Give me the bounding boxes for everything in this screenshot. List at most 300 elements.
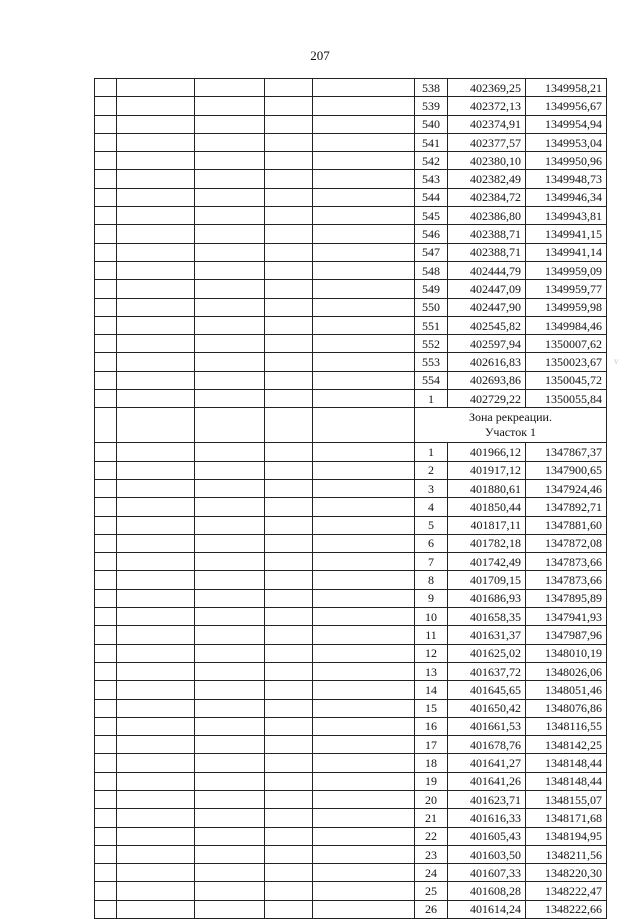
empty-cell (265, 553, 313, 571)
empty-cell (313, 479, 415, 497)
empty-cell (117, 534, 195, 552)
empty-cell (313, 133, 415, 151)
y-coordinate-cell: 1348171,68 (526, 809, 607, 827)
empty-cell (195, 534, 265, 552)
y-coordinate-cell: 1350045,72 (526, 371, 607, 389)
empty-cell (195, 479, 265, 497)
x-coordinate-cell: 401782,18 (448, 534, 526, 552)
point-number-cell: 6 (415, 534, 448, 552)
empty-cell (313, 188, 415, 206)
point-number-cell: 7 (415, 553, 448, 571)
y-coordinate-cell: 1348026,06 (526, 662, 607, 680)
y-coordinate-cell: 1348116,55 (526, 717, 607, 735)
x-coordinate-cell: 401641,26 (448, 772, 526, 790)
table-row (95, 754, 607, 772)
empty-cell (195, 390, 265, 408)
empty-cell (195, 280, 265, 298)
x-coordinate-cell: 401631,37 (448, 626, 526, 644)
empty-cell (195, 133, 265, 151)
empty-cell (117, 589, 195, 607)
x-coordinate-cell: 402447,90 (448, 298, 526, 316)
empty-cell (313, 353, 415, 371)
empty-cell (195, 115, 265, 133)
table-row (95, 553, 607, 571)
empty-cell (117, 754, 195, 772)
point-number-cell: 11 (415, 626, 448, 644)
empty-cell (195, 699, 265, 717)
empty-cell (195, 371, 265, 389)
empty-cell (117, 170, 195, 188)
x-coordinate-cell: 401917,12 (448, 461, 526, 479)
table-row (95, 207, 607, 225)
empty-cell (195, 79, 265, 97)
empty-cell (95, 681, 117, 699)
empty-cell (313, 225, 415, 243)
empty-cell (195, 644, 265, 662)
empty-cell (195, 608, 265, 626)
x-coordinate-cell: 402377,57 (448, 133, 526, 151)
coordinates-table (94, 78, 607, 919)
y-coordinate-cell: 1347987,96 (526, 626, 607, 644)
empty-cell (117, 298, 195, 316)
empty-cell (265, 225, 313, 243)
empty-cell (313, 243, 415, 261)
empty-cell (265, 790, 313, 808)
empty-cell (313, 809, 415, 827)
point-number-cell: 543 (415, 170, 448, 188)
empty-cell (195, 571, 265, 589)
table-row (95, 298, 607, 316)
point-number-cell: 544 (415, 188, 448, 206)
empty-cell (95, 479, 117, 497)
y-coordinate-cell: 1347881,60 (526, 516, 607, 534)
table-row (95, 626, 607, 644)
empty-cell (95, 170, 117, 188)
empty-cell (95, 662, 117, 680)
empty-cell (195, 461, 265, 479)
empty-cell (117, 316, 195, 334)
empty-cell (313, 498, 415, 516)
table-row (95, 534, 607, 552)
empty-cell (95, 461, 117, 479)
empty-cell (117, 188, 195, 206)
x-coordinate-cell: 401623,71 (448, 790, 526, 808)
y-coordinate-cell: 1347941,93 (526, 608, 607, 626)
y-coordinate-cell: 1348222,47 (526, 882, 607, 900)
empty-cell (117, 225, 195, 243)
x-coordinate-cell: 402372,13 (448, 97, 526, 115)
empty-cell (95, 207, 117, 225)
empty-cell (265, 699, 313, 717)
empty-cell (117, 699, 195, 717)
x-coordinate-cell: 402386,80 (448, 207, 526, 225)
empty-cell (117, 479, 195, 497)
point-number-cell: 5 (415, 516, 448, 534)
empty-cell (195, 790, 265, 808)
section-subtitle: Участок 1 (484, 425, 537, 440)
y-coordinate-cell: 1349941,14 (526, 243, 607, 261)
x-coordinate-cell: 402388,71 (448, 243, 526, 261)
x-coordinate-cell: 401709,15 (448, 571, 526, 589)
empty-cell (313, 790, 415, 808)
point-number-cell: 10 (415, 608, 448, 626)
empty-cell (265, 882, 313, 900)
empty-cell (95, 408, 117, 443)
point-number-cell: 549 (415, 280, 448, 298)
empty-cell (265, 845, 313, 863)
empty-cell (265, 772, 313, 790)
empty-cell (265, 353, 313, 371)
empty-cell (313, 280, 415, 298)
point-number-cell: 8 (415, 571, 448, 589)
empty-cell (95, 225, 117, 243)
empty-cell (117, 845, 195, 863)
empty-cell (195, 736, 265, 754)
empty-cell (265, 188, 313, 206)
x-coordinate-cell: 402382,49 (448, 170, 526, 188)
empty-cell (313, 316, 415, 334)
empty-cell (117, 152, 195, 170)
y-coordinate-cell: 1349984,46 (526, 316, 607, 334)
x-coordinate-cell: 401850,44 (448, 498, 526, 516)
point-number-cell: 547 (415, 243, 448, 261)
empty-cell (265, 443, 313, 461)
point-number-cell: 23 (415, 845, 448, 863)
faint-margin-mark: v (614, 356, 619, 366)
empty-cell (117, 353, 195, 371)
empty-cell (265, 261, 313, 279)
empty-cell (265, 316, 313, 334)
empty-cell (95, 316, 117, 334)
y-coordinate-cell: 1348211,56 (526, 845, 607, 863)
table-row (95, 261, 607, 279)
y-coordinate-cell: 1348220,30 (526, 864, 607, 882)
empty-cell (95, 335, 117, 353)
empty-cell (313, 845, 415, 863)
empty-cell (117, 443, 195, 461)
table-row (95, 827, 607, 845)
empty-cell (195, 772, 265, 790)
empty-cell (95, 553, 117, 571)
empty-cell (117, 335, 195, 353)
empty-cell (117, 790, 195, 808)
empty-cell (95, 626, 117, 644)
empty-cell (117, 280, 195, 298)
empty-cell (195, 553, 265, 571)
empty-cell (95, 443, 117, 461)
y-coordinate-cell: 1347895,89 (526, 589, 607, 607)
empty-cell (95, 644, 117, 662)
empty-cell (117, 79, 195, 97)
empty-cell (265, 809, 313, 827)
empty-cell (95, 571, 117, 589)
empty-cell (95, 589, 117, 607)
empty-cell (313, 390, 415, 408)
empty-cell (313, 681, 415, 699)
empty-cell (265, 97, 313, 115)
y-coordinate-cell: 1347872,08 (526, 534, 607, 552)
table-row (95, 809, 607, 827)
empty-cell (95, 754, 117, 772)
x-coordinate-cell: 401614,24 (448, 900, 526, 918)
empty-cell (195, 408, 265, 443)
empty-cell (265, 479, 313, 497)
empty-cell (95, 772, 117, 790)
empty-cell (95, 298, 117, 316)
empty-cell (195, 516, 265, 534)
empty-cell (195, 225, 265, 243)
empty-cell (265, 170, 313, 188)
empty-cell (313, 589, 415, 607)
point-number-cell: 2 (415, 461, 448, 479)
empty-cell (313, 699, 415, 717)
empty-cell (117, 864, 195, 882)
x-coordinate-cell: 401616,33 (448, 809, 526, 827)
empty-cell (95, 809, 117, 827)
empty-cell (195, 498, 265, 516)
point-number-cell: 554 (415, 371, 448, 389)
empty-cell (195, 170, 265, 188)
empty-cell (95, 261, 117, 279)
section-caption (415, 408, 607, 443)
empty-cell (117, 261, 195, 279)
empty-cell (195, 827, 265, 845)
table-row (95, 845, 607, 863)
point-number-cell: 18 (415, 754, 448, 772)
empty-cell (117, 390, 195, 408)
y-coordinate-cell: 1347867,37 (526, 443, 607, 461)
empty-cell (95, 827, 117, 845)
x-coordinate-cell: 402374,91 (448, 115, 526, 133)
empty-cell (313, 553, 415, 571)
table-row (95, 461, 607, 479)
empty-cell (195, 589, 265, 607)
empty-cell (195, 316, 265, 334)
empty-cell (95, 699, 117, 717)
point-number-cell: 551 (415, 316, 448, 334)
empty-cell (265, 390, 313, 408)
empty-cell (313, 772, 415, 790)
empty-cell (95, 97, 117, 115)
y-coordinate-cell: 1349954,94 (526, 115, 607, 133)
empty-cell (265, 827, 313, 845)
empty-cell (265, 571, 313, 589)
empty-cell (95, 243, 117, 261)
empty-cell (95, 133, 117, 151)
empty-cell (117, 371, 195, 389)
table-row (95, 97, 607, 115)
point-number-cell: 13 (415, 662, 448, 680)
empty-cell (117, 827, 195, 845)
empty-cell (195, 681, 265, 699)
empty-cell (265, 864, 313, 882)
point-number-cell: 9 (415, 589, 448, 607)
empty-cell (117, 608, 195, 626)
empty-cell (313, 644, 415, 662)
empty-cell (313, 408, 415, 443)
y-coordinate-cell: 1348155,07 (526, 790, 607, 808)
x-coordinate-cell: 402369,25 (448, 79, 526, 97)
empty-cell (117, 717, 195, 735)
empty-cell (195, 298, 265, 316)
point-number-cell: 4 (415, 498, 448, 516)
empty-cell (313, 717, 415, 735)
point-number-cell: 538 (415, 79, 448, 97)
empty-cell (265, 589, 313, 607)
empty-cell (265, 662, 313, 680)
x-coordinate-cell: 401678,76 (448, 736, 526, 754)
y-coordinate-cell: 1349941,15 (526, 225, 607, 243)
table-row (95, 443, 607, 461)
page-number: 207 (310, 48, 330, 63)
y-coordinate-cell: 1348076,86 (526, 699, 607, 717)
point-number-cell: 1 (415, 443, 448, 461)
point-number-cell: 25 (415, 882, 448, 900)
table-row (95, 681, 607, 699)
point-number-cell: 16 (415, 717, 448, 735)
x-coordinate-cell: 401658,35 (448, 608, 526, 626)
empty-cell (117, 882, 195, 900)
y-coordinate-cell: 1349959,77 (526, 280, 607, 298)
empty-cell (265, 461, 313, 479)
point-number-cell: 3 (415, 479, 448, 497)
y-coordinate-cell: 1350023,67 (526, 353, 607, 371)
empty-cell (313, 827, 415, 845)
y-coordinate-cell: 1349958,21 (526, 79, 607, 97)
empty-cell (195, 717, 265, 735)
empty-cell (95, 371, 117, 389)
table-row (95, 225, 607, 243)
empty-cell (195, 809, 265, 827)
empty-cell (95, 115, 117, 133)
point-number-cell: 539 (415, 97, 448, 115)
empty-cell (95, 900, 117, 918)
empty-cell (95, 498, 117, 516)
empty-cell (313, 571, 415, 589)
y-coordinate-cell: 1348148,44 (526, 772, 607, 790)
point-number-cell: 21 (415, 809, 448, 827)
empty-cell (265, 335, 313, 353)
y-coordinate-cell: 1348051,46 (526, 681, 607, 699)
empty-cell (95, 79, 117, 97)
point-number-cell: 541 (415, 133, 448, 151)
empty-cell (265, 681, 313, 699)
empty-cell (265, 79, 313, 97)
empty-cell (117, 772, 195, 790)
empty-cell (95, 845, 117, 863)
empty-cell (117, 626, 195, 644)
y-coordinate-cell: 1349959,09 (526, 261, 607, 279)
point-number-cell: 545 (415, 207, 448, 225)
empty-cell (117, 809, 195, 827)
x-coordinate-cell: 401637,72 (448, 662, 526, 680)
empty-cell (195, 261, 265, 279)
empty-cell (195, 188, 265, 206)
table-row (95, 589, 607, 607)
empty-cell (95, 717, 117, 735)
empty-cell (313, 335, 415, 353)
empty-cell (195, 754, 265, 772)
table-row (95, 280, 607, 298)
table-row (95, 772, 607, 790)
empty-cell (313, 170, 415, 188)
empty-cell (265, 207, 313, 225)
empty-cell (265, 534, 313, 552)
empty-cell (95, 534, 117, 552)
table-row (95, 115, 607, 133)
empty-cell (313, 207, 415, 225)
point-number-cell: 15 (415, 699, 448, 717)
x-coordinate-cell: 401817,11 (448, 516, 526, 534)
empty-cell (313, 626, 415, 644)
table-row (95, 900, 607, 918)
empty-cell (195, 900, 265, 918)
y-coordinate-cell: 1349953,04 (526, 133, 607, 151)
table-row (95, 353, 607, 371)
table-row (95, 188, 607, 206)
empty-cell (117, 571, 195, 589)
empty-cell (95, 736, 117, 754)
empty-cell (313, 754, 415, 772)
empty-cell (313, 516, 415, 534)
point-number-cell: 542 (415, 152, 448, 170)
empty-cell (265, 754, 313, 772)
empty-cell (313, 864, 415, 882)
empty-cell (195, 243, 265, 261)
empty-cell (95, 790, 117, 808)
y-coordinate-cell: 1349956,67 (526, 97, 607, 115)
empty-cell (195, 152, 265, 170)
point-number-cell: 552 (415, 335, 448, 353)
x-coordinate-cell: 402384,72 (448, 188, 526, 206)
y-coordinate-cell: 1348142,25 (526, 736, 607, 754)
empty-cell (265, 133, 313, 151)
empty-cell (313, 736, 415, 754)
empty-cell (195, 882, 265, 900)
x-coordinate-cell: 401880,61 (448, 479, 526, 497)
empty-cell (313, 662, 415, 680)
point-number-cell: 17 (415, 736, 448, 754)
empty-cell (195, 845, 265, 863)
x-coordinate-cell: 402693,86 (448, 371, 526, 389)
empty-cell (117, 681, 195, 699)
empty-cell (265, 626, 313, 644)
empty-cell (265, 516, 313, 534)
y-coordinate-cell: 1348010,19 (526, 644, 607, 662)
empty-cell (313, 79, 415, 97)
x-coordinate-cell: 401641,27 (448, 754, 526, 772)
empty-cell (117, 900, 195, 918)
empty-cell (265, 408, 313, 443)
table-row (95, 170, 607, 188)
empty-cell (313, 152, 415, 170)
empty-cell (265, 298, 313, 316)
empty-cell (117, 553, 195, 571)
empty-cell (95, 188, 117, 206)
empty-cell (117, 133, 195, 151)
empty-cell (313, 298, 415, 316)
empty-cell (313, 115, 415, 133)
point-number-cell: 19 (415, 772, 448, 790)
empty-cell (95, 353, 117, 371)
empty-cell (117, 243, 195, 261)
table-row (95, 790, 607, 808)
empty-cell (195, 443, 265, 461)
empty-cell (95, 390, 117, 408)
y-coordinate-cell: 1349950,96 (526, 152, 607, 170)
empty-cell (313, 534, 415, 552)
empty-cell (265, 243, 313, 261)
